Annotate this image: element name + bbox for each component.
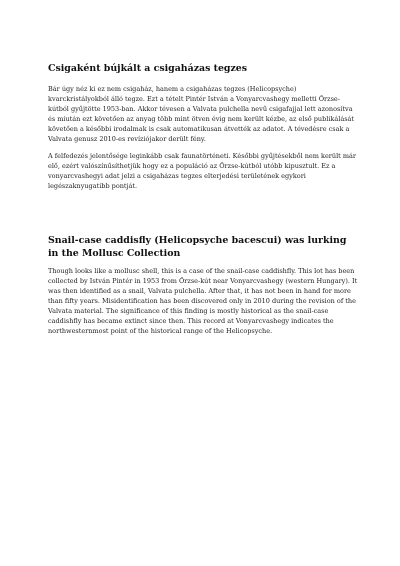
hungarian-paragraph: Bár úgy néz ki ez nem csigaház, hanem a csigaházas tegzes (Helicopsyche) kvarckristályokból álló tegze. Ezt a tételt Pintér István a Vonyarcvashegy melletti Őrzse-kútból gyűjtötte 1953-ban. Akkor tévesen a Valvata pulchella nevű csigafajjal lett azonosítva és miután ezt követően az anyag több mint ötven évig nem került kézbe, az első publikálását követően a későbbi irodalmak is csak automatikusan átvették az adatot. A tévedésre csak a Valvata genusz 2010-es revíziójakor derült fény. [48,85,355,143]
hungarian-paragraph: A felfedezés jelentősége leginkább csak faunatörténeti. Későbbi gyűjtésekből nem került már elő, ezért valószínűsíthetjük hogy ez a populáció az Őrzse-kútból utóbb kipusztult. Ez a vonyarcvashegyi adat jelzi a csigaházas tegzes elterjedési területének egykori legészaknyugatibb pontját. [48,152,356,190]
hungarian-title: Csigaként bújkált a csigaházas tegzes [48,63,248,74]
english-section [48,234,358,343]
english-paragraph: Though looks like a mollusc shell, this is a case of the snail-case caddishfly. This lot has been collected by István Pintér in 1953 from Őrzse-kút near Vonyarcvashegy (western Hungary). It was then identified as a snail, Valvata pulchella. After that, it has not been in hand for more than fifty years. Misidentification has been discovered only in 2010 during the revision of the Valvata material. The significance of this finding is mostly historical as the snail-case caddishfly has became extinct since then. This record at Vonyarcvashegy indicates the northwesternmost point of the historical range of the Helicopsyche. [48,267,358,335]
hungarian-section [48,62,358,198]
english-title: Snail-case caddisfly (Helicopsyche bacescui) was lurking in the Mollusc Collection [48,235,347,259]
